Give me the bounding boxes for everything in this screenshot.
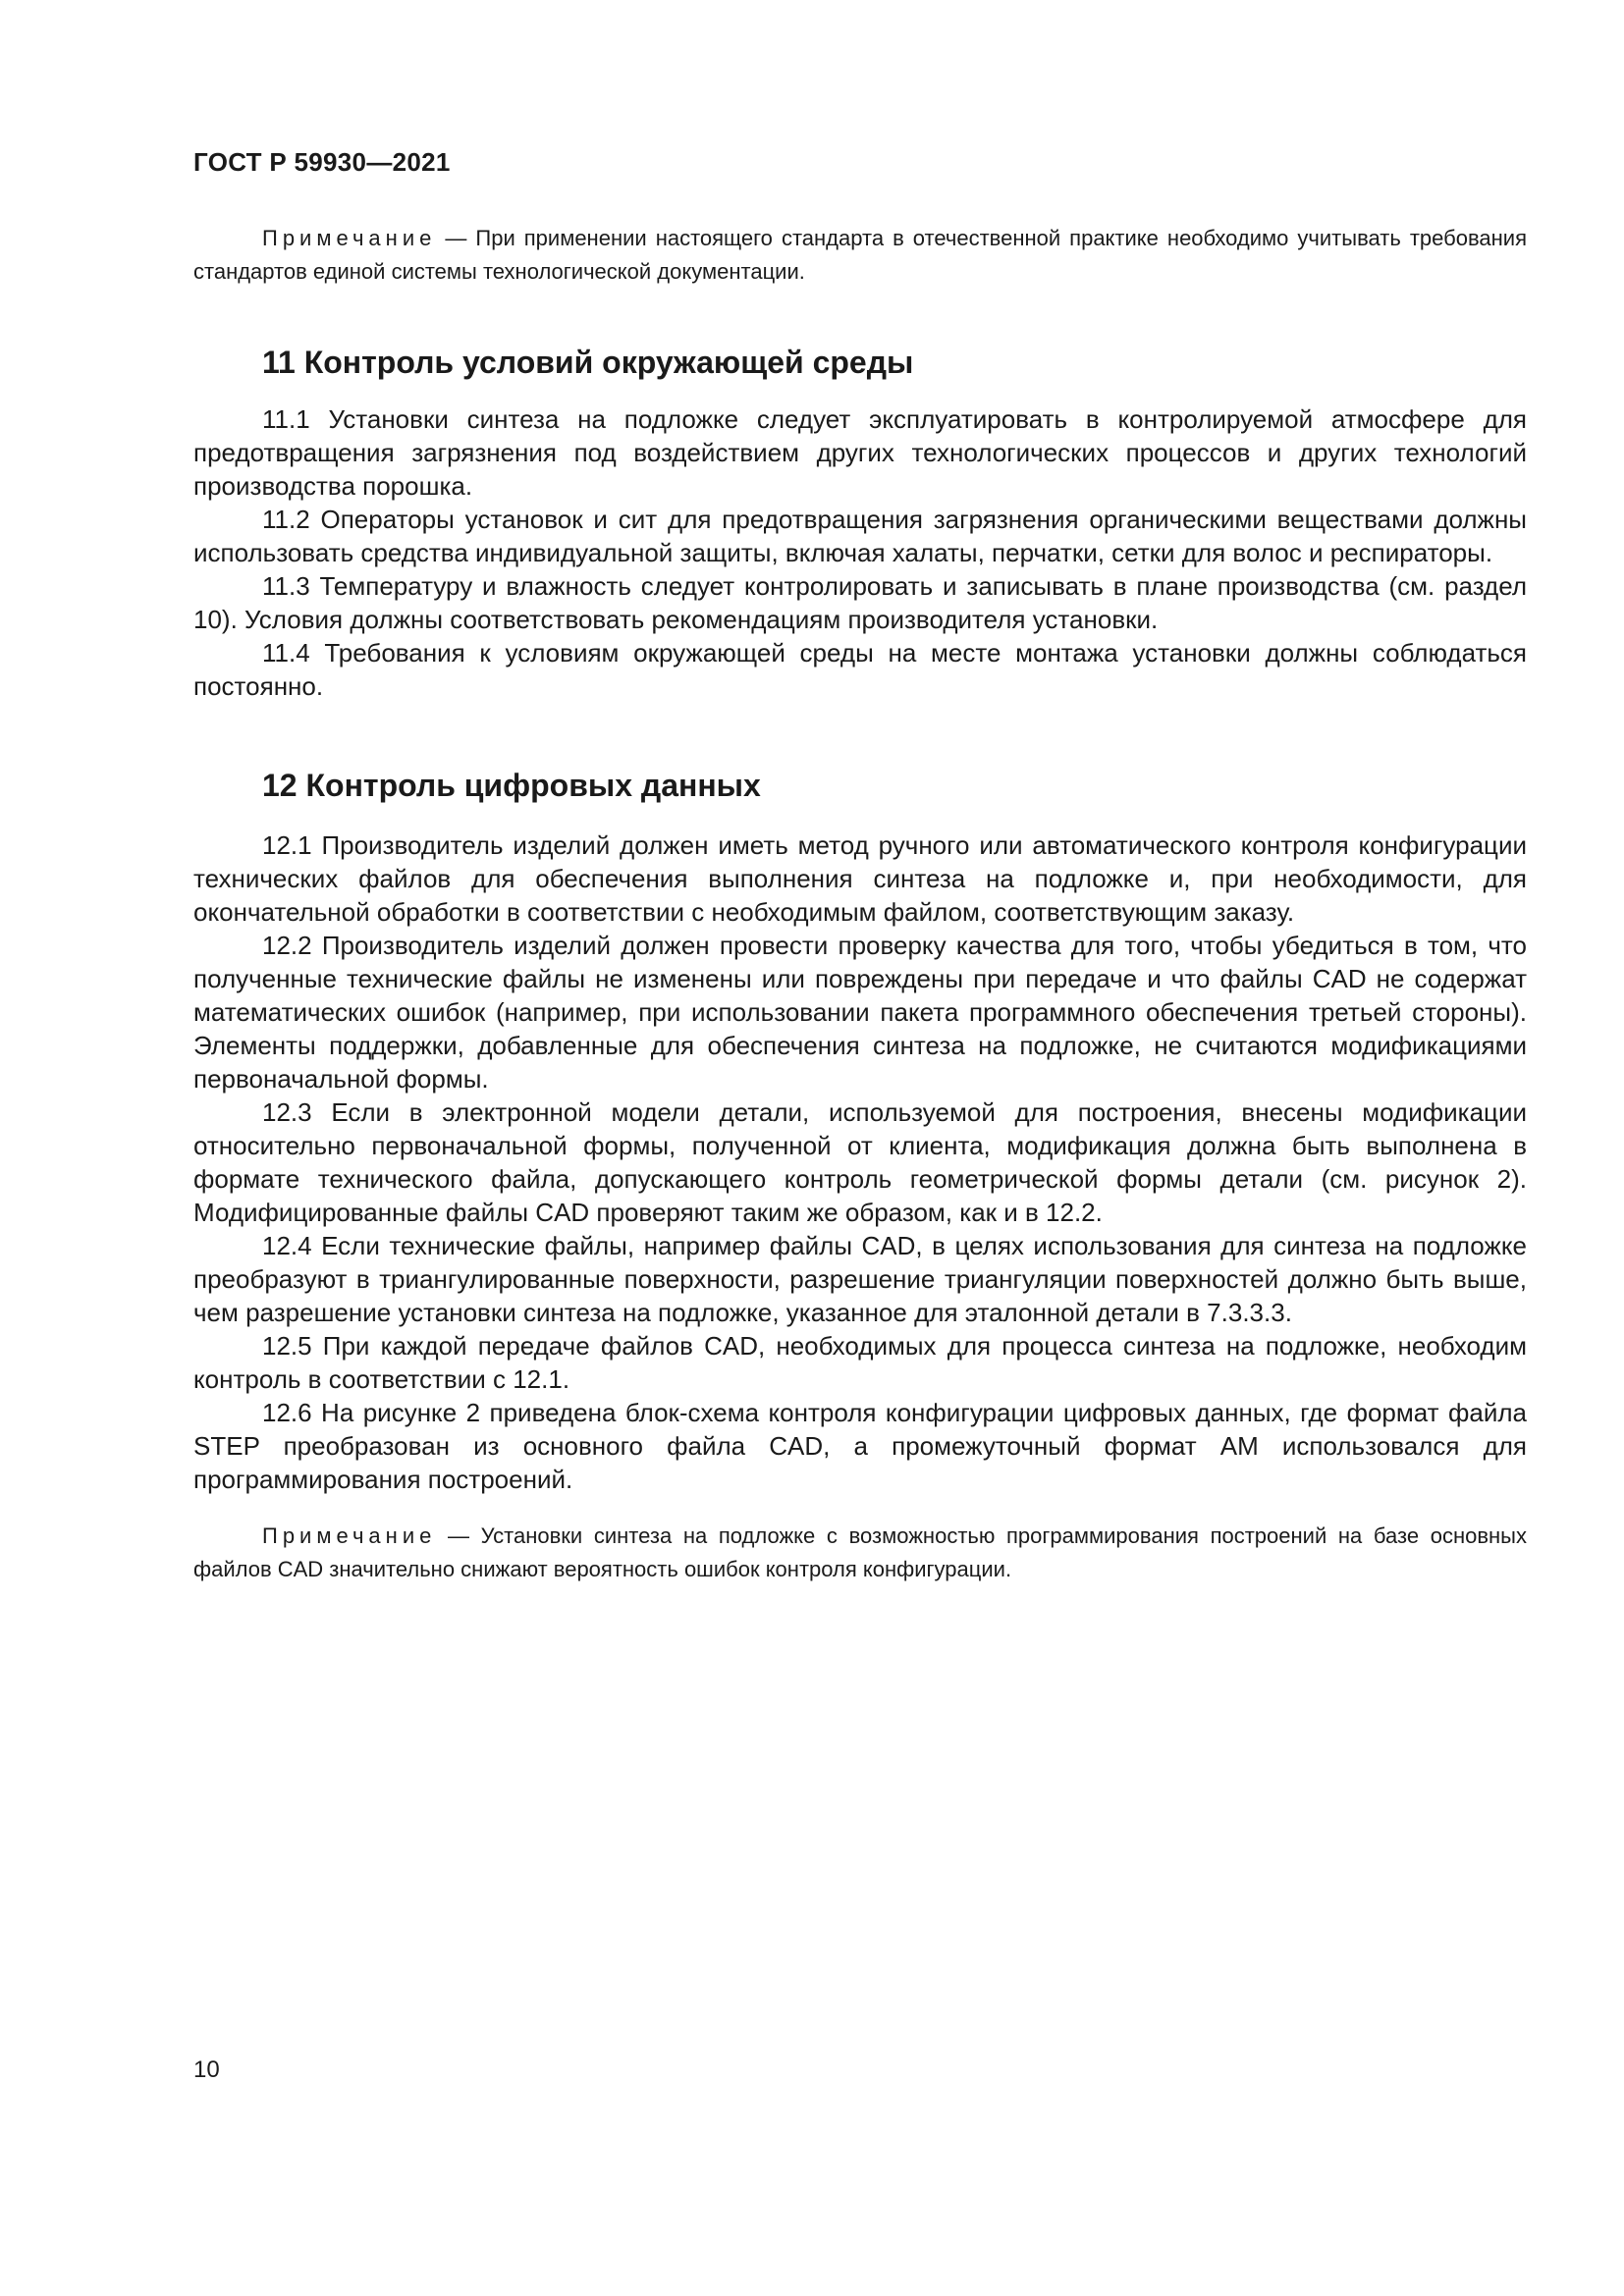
paragraph-11-2: 11.2 Операторы установок и сит для предотвращения загрязнения органическими веществами должны использовать средства индивидуальной защиты, включая халаты, перчатки, сетки для волос и респираторы.	[193, 505, 1527, 567]
section-11-title: 11 Контроль условий окружающей среды	[262, 345, 914, 380]
paragraph-12-3: 12.3 Если в электронной модели детали, используемой для построения, внесены модификации относительно первоначальной формы, полученной от клиента, модификация должна быть выполнена в формате технического файла, допускающего контроль геометрической формы детали (см. рисунок 2). Модифицированные файлы CAD проверяют таким же образом, как и в 12.2.	[193, 1097, 1527, 1227]
standard-code-header: ГОСТ Р 59930—2021	[193, 147, 451, 177]
note-top-label: Примечание	[262, 226, 437, 250]
paragraph-12-1: 12.1 Производитель изделий должен иметь метод ручного или автоматического контроля конфигурации технических файлов для обеспечения выполнения синтеза на подложке и, при необходимости, для окончательной обработки в соответствии с необходимым файлом, соответствующим заказу.	[193, 830, 1527, 927]
page-number: 10	[193, 2056, 220, 2083]
paragraph-12-2: 12.2 Производитель изделий должен провести проверку качества для того, чтобы убедиться в том, что полученные технические файлы не изменены или повреждены при передаче и что файлы CAD не содержат математических ошибок (например, при использовании пакета программного обеспечения третьей стороны). Элементы поддержки, добавленные для обеспечения синтеза на подложке, не считаются модификациями первоначальной формы.	[193, 931, 1527, 1094]
section-11-body	[193, 402, 1527, 703]
section-12-body	[193, 828, 1527, 1496]
note-top-text: — При применении настоящего стандарта в отечественной практике необходимо учитывать требования стандартов единой системы технологической документации.	[193, 226, 1527, 284]
paragraph-12-4: 12.4 Если технические файлы, например файлы CAD, в целях использования для синтеза на подложке преобразуют в триангулированные поверхности, разрешение триангуляции поверхностей должно быть выше, чем разрешение установки синтеза на подложке, указанное для эталонной детали в 7.3.3.3.	[193, 1231, 1527, 1327]
paragraph-11-4: 11.4 Требования к условиям окружающей среды на месте монтажа установки должны соблюдаться постоянно.	[193, 638, 1527, 701]
paragraph-12-6: 12.6 На рисунке 2 приведена блок-схема контроля конфигурации цифровых данных, где формат файла STEP преобразован из основного файла CAD, а промежуточный формат AM использовался для программирования построений.	[193, 1398, 1527, 1494]
note-bottom-text: — Установки синтеза на подложке с возможностью программирования построений на базе основных файлов CAD значительно снижают вероятность ошибок контроля конфигурации.	[193, 1523, 1527, 1581]
section-12-title: 12 Контроль цифровых данных	[262, 768, 761, 803]
note-bottom-label: Примечание	[262, 1523, 437, 1548]
paragraph-12-5: 12.5 При каждой передаче файлов CAD, необходимых для процесса синтеза на подложке, необходим контроль в соответствии с 12.1.	[193, 1331, 1527, 1394]
note-top	[193, 222, 1527, 289]
paragraph-11-3: 11.3 Температуру и влажность следует контролировать и записывать в плане производства (см. раздел 10). Условия должны соответствовать рекомендациям производителя установки.	[193, 571, 1527, 634]
paragraph-11-1: 11.1 Установки синтеза на подложке следует эксплуатировать в контролируемой атмосфере для предотвращения загрязнения под воздействием других технологических процессов и других технологий производства порошка.	[193, 404, 1527, 501]
note-bottom	[193, 1520, 1527, 1586]
